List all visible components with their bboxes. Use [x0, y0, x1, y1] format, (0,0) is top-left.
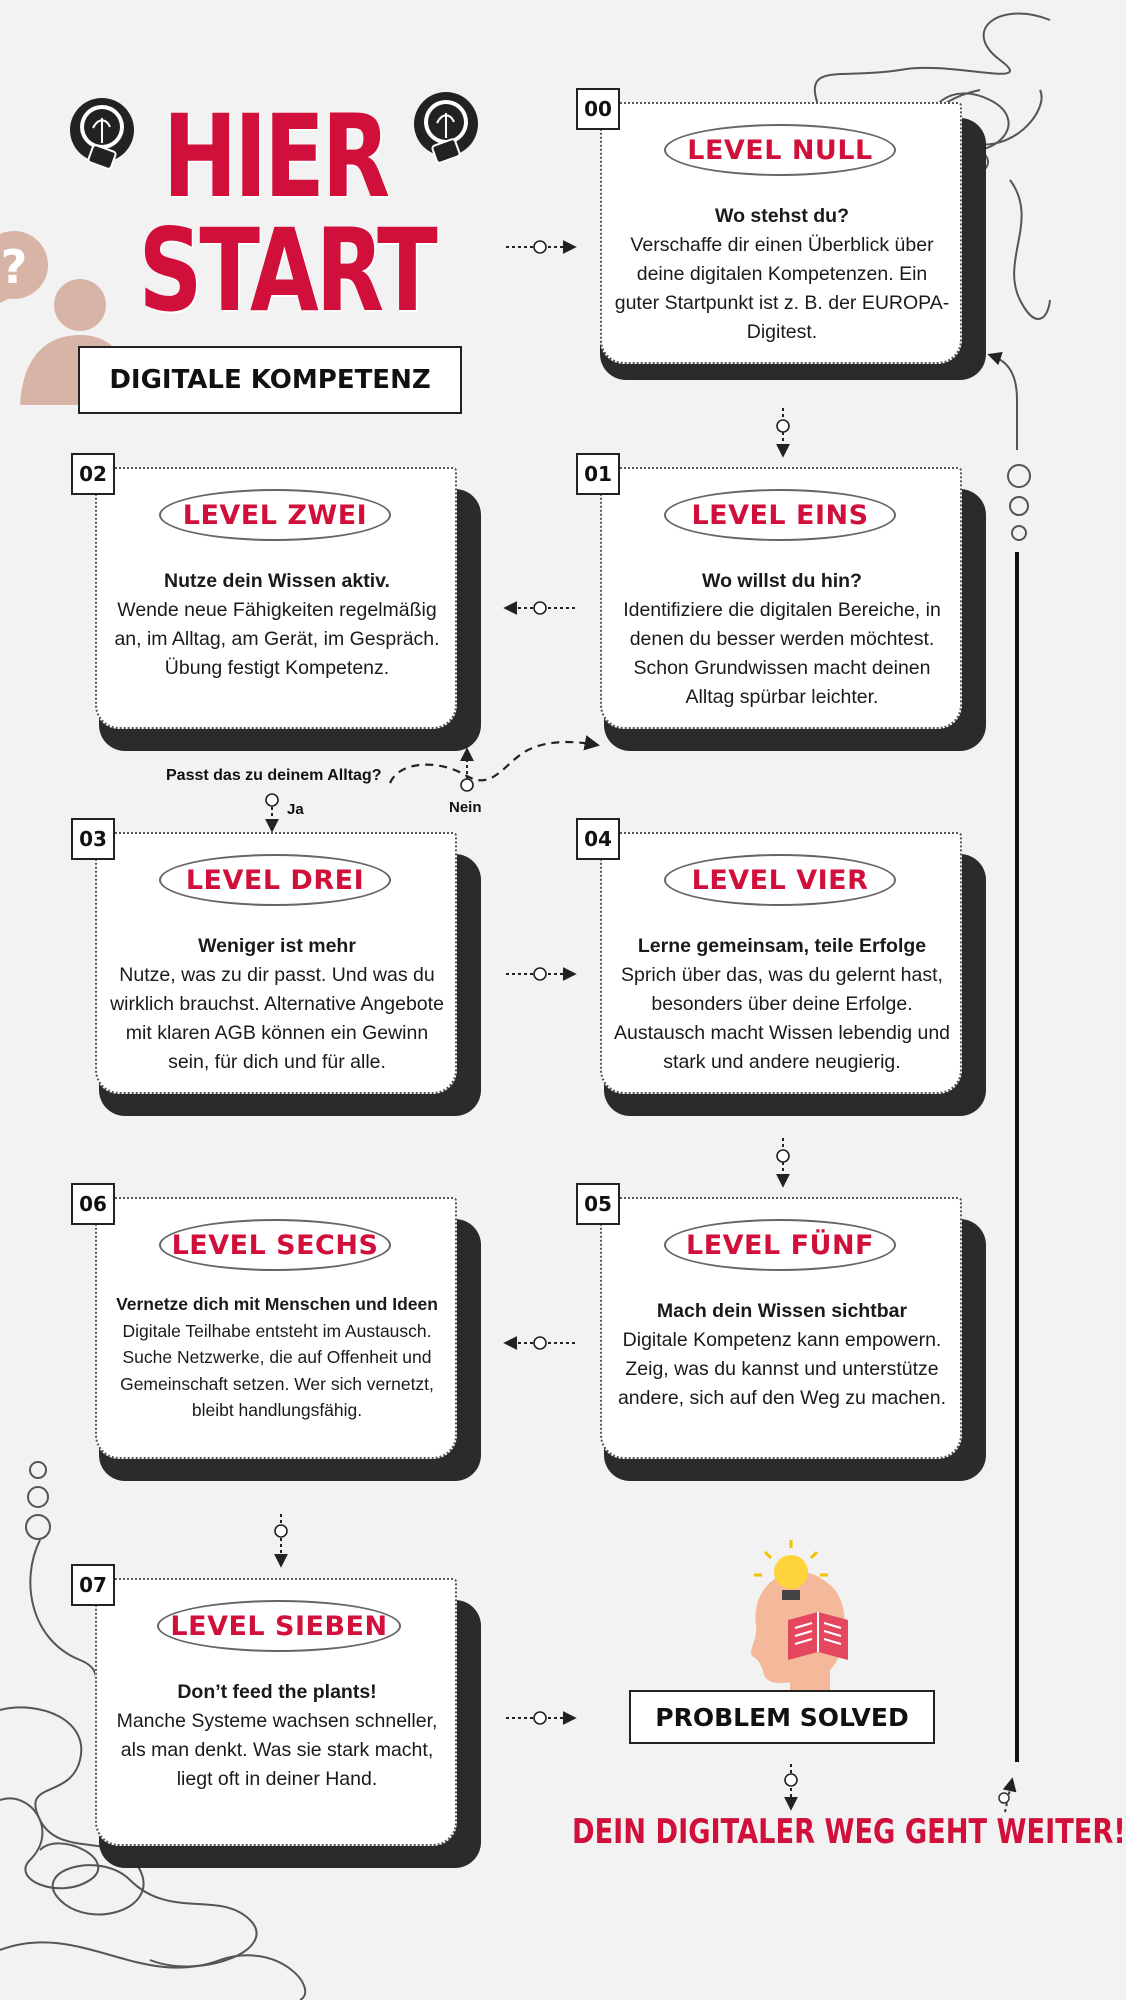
level-heading: Don’t feed the plants! [177, 1681, 377, 1703]
problem-solved-box: PROBLEM SOLVED [629, 1690, 935, 1744]
circles-right [1008, 465, 1030, 540]
level-card-3 [79, 827, 475, 1094]
level-card-6 [79, 1192, 475, 1459]
level-title: LEVEL DREI [159, 854, 391, 906]
level-title: LEVEL FÜNF [664, 1219, 896, 1271]
level-heading: Wo stehst du? [715, 205, 849, 227]
level-text: Nutze, was zu dir passt. Und was du wirklich brauchst. Alternative Angebote mit klaren AGB können ein Gewinn sein, für dich und für alle. [110, 964, 444, 1073]
level-text: Verschaffe dir einen Überblick über deine digitalen Kompetenzen. Ein guter Startpunkt ist z. B. der EUROPA-Digitest. [614, 234, 950, 343]
lightbulb-icon-right [414, 92, 478, 164]
level-title: LEVEL EINS [664, 489, 896, 541]
level-text: Digitale Teilhabe entsteht im Austausch. Suche Netzwerke, die auf Offenheit und Gemeinschaft setzen. Wer sich vernetzt, bleibt handlungsfähig. [120, 1320, 434, 1420]
level-card-0 [584, 97, 980, 364]
lightbulb-icon-left [70, 98, 134, 170]
level-title: LEVEL VIER [664, 854, 896, 906]
title-line-1: HIER [162, 90, 388, 223]
level-heading: Lerne gemeinsam, teile Erfolge [637, 935, 927, 957]
level-number: 03 [71, 818, 115, 860]
level-heading: Vernetze dich mit Menschen und Ideen [116, 1294, 438, 1314]
level-card-1 [584, 462, 980, 729]
level-heading: Nutze dein Wissen aktiv. [164, 570, 390, 592]
level-card-5 [584, 1192, 980, 1459]
return-arrow-top [990, 355, 1017, 450]
level-number: 00 [576, 88, 620, 130]
subtitle-box: DIGITALE KOMPETENZ [78, 346, 462, 414]
level-number: 01 [576, 453, 620, 495]
level-text: Manche Systeme wachsen schneller, als man denkt. Was sie stark macht, liegt oft in deiner Hand. [116, 1710, 438, 1790]
level-number: 04 [576, 818, 620, 860]
decision-no-label: Nein [449, 799, 482, 816]
svg-text:?: ? [0, 240, 28, 294]
title-line-2: START [138, 204, 435, 337]
level-title: LEVEL ZWEI [159, 489, 391, 541]
level-title: LEVEL SIEBEN [157, 1600, 401, 1652]
level-title: LEVEL NULL [664, 124, 896, 176]
level-number: 07 [71, 1564, 115, 1606]
level-card-7 [79, 1573, 475, 1846]
decision-yes-label: Ja [287, 801, 304, 818]
level-heading: Weniger ist mehr [198, 935, 356, 957]
level-text: Wende neue Fähigkeiten regelmäßig an, im Alltag, am Gerät, im Gespräch. Übung festigt Kompetenz. [114, 599, 440, 679]
level-heading: Mach dein Wissen sichtbar [656, 1300, 908, 1322]
circles-left [26, 1462, 50, 1539]
decision-question: Passt das zu deinem Alltag? [166, 767, 382, 784]
level-card-2 [79, 462, 475, 729]
level-title: LEVEL SECHS [159, 1219, 391, 1271]
level-number: 05 [576, 1183, 620, 1225]
level-card-4 [584, 827, 980, 1094]
head-lightbulb-book-icon [751, 1540, 848, 1700]
level-heading: Wo willst du hin? [702, 570, 862, 592]
level-number: 02 [71, 453, 115, 495]
level-text: Digitale Kompetenz kann empowern. Zeig, was du kannst und unterstütze andere, sich auf den Weg zu machen. [617, 1329, 947, 1409]
closing-message: DEIN DIGITALER WEG GEHT WEITER! [572, 1812, 1126, 1852]
level-text: Identifiziere die digitalen Bereiche, in denen du besser werden möchtest. Schon Grundwissen macht deinen Alltag spürbar leichter. [623, 599, 941, 708]
level-number: 06 [71, 1183, 115, 1225]
level-text: Sprich über das, was du gelernt hast, besonders über deine Erfolge. Austausch macht Wissen lebendig und stark und andere neugierig. [613, 964, 951, 1073]
